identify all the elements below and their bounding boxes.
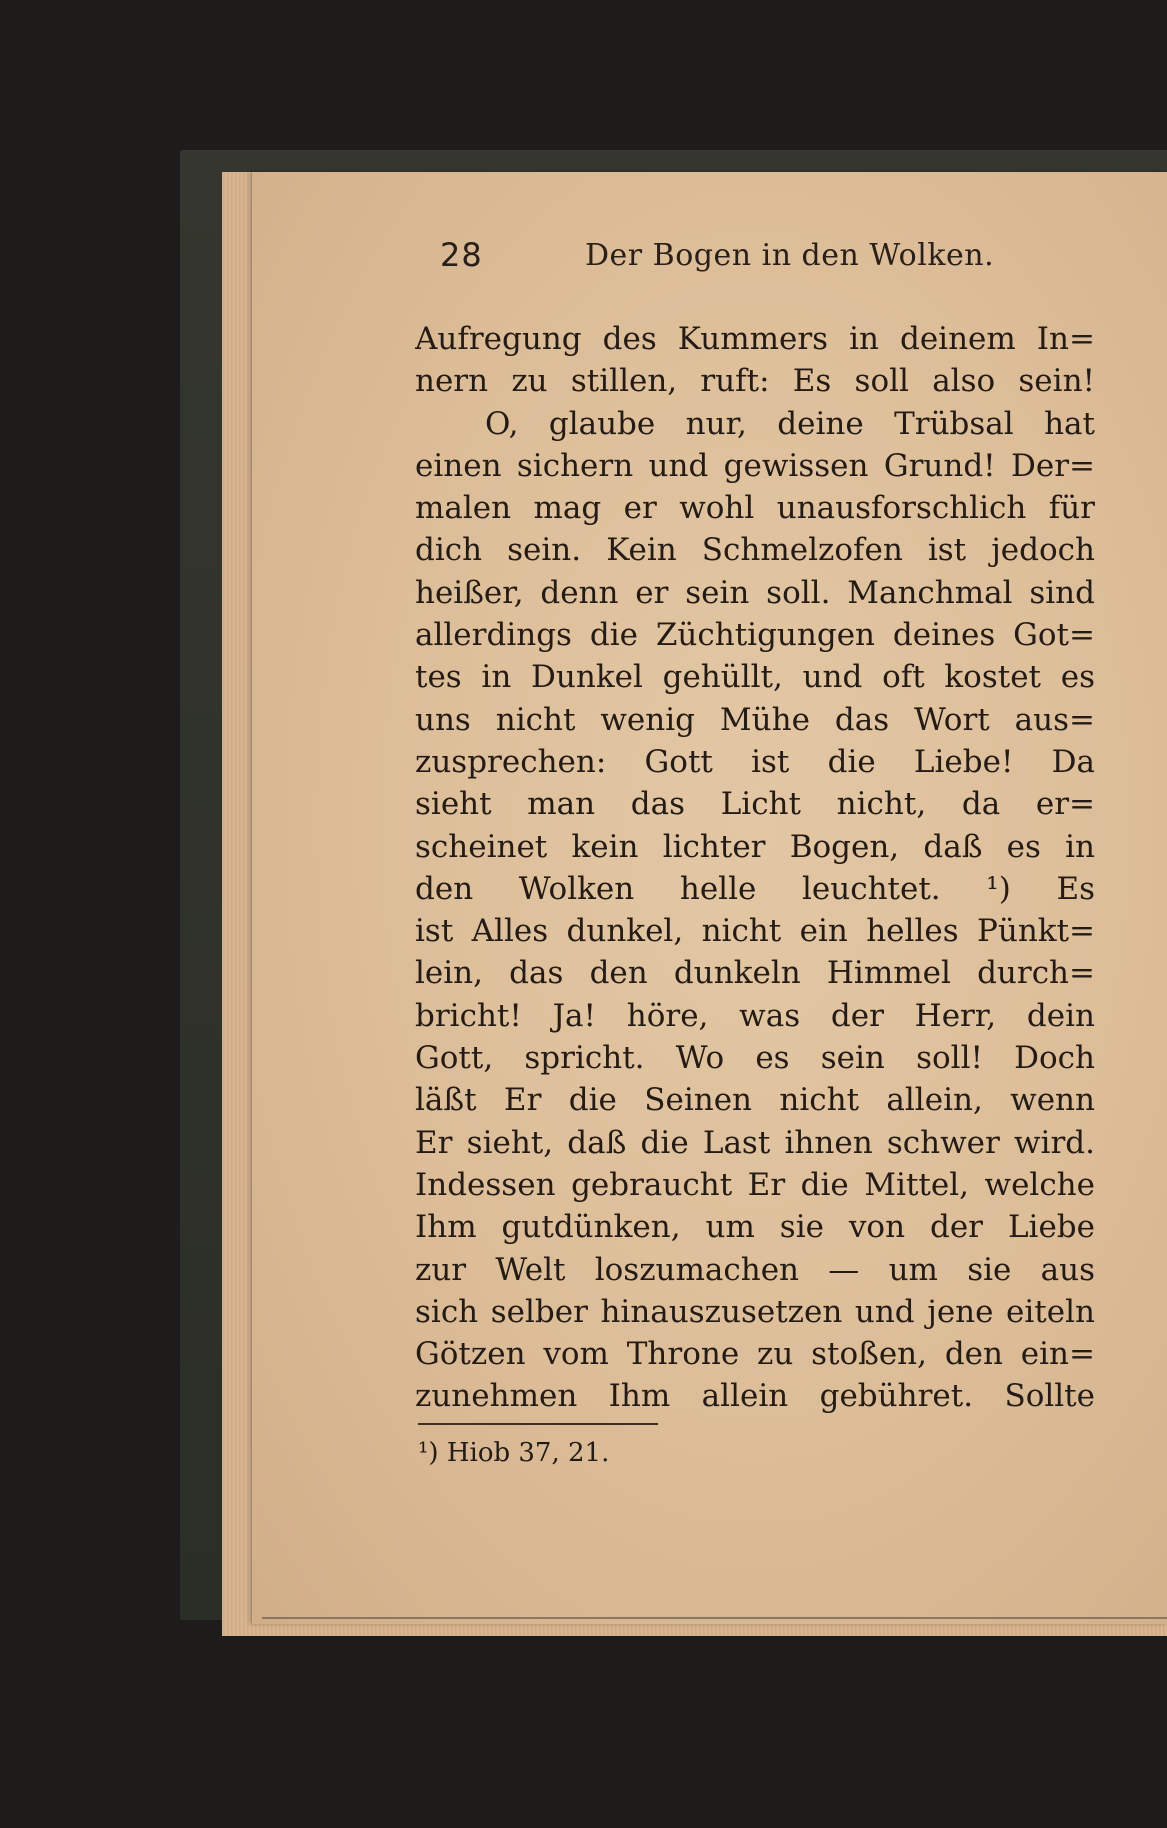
text-line: Ihm gutdünken, um sie von der Liebe <box>415 1209 1095 1246</box>
text-line: dich sein. Kein Schmelzofen ist jedoch <box>415 532 1095 569</box>
body-text <box>415 318 1095 1418</box>
text-line: zunehmen Ihm allein gebühret. Sollte <box>415 1378 1095 1415</box>
text-line: nern zu stillen, ruft: Es soll also sein! <box>415 363 1095 400</box>
text-line: Götzen vom Throne zu stoßen, den ein= <box>415 1336 1095 1373</box>
text-line: allerdings die Züchtigungen deines Got= <box>415 617 1095 654</box>
text-line: Aufregung des Kummers in deinem In= <box>415 321 1095 357</box>
text-line: läßt Er die Seinen nicht allein, wenn <box>415 1082 1095 1119</box>
text-line: tes in Dunkel gehüllt, und oft kostet es <box>415 659 1095 696</box>
text-line: O, glaube nur, deine Trübsal hat <box>485 405 1095 442</box>
page-header <box>440 236 1140 286</box>
text-line: sich selber hinauszusetzen und jene eiteln <box>415 1293 1095 1330</box>
page-bottom-edge <box>262 1617 1167 1619</box>
page-number: 28 <box>440 236 483 274</box>
text-line: heißer, denn er sein soll. Manchmal sind <box>415 574 1095 611</box>
text-line: ist Alles dunkel, nicht ein helles Pünkt= <box>415 913 1095 950</box>
text-line: einen sichern und gewissen Grund! Der= <box>415 447 1095 484</box>
text-line: Gott, spricht. Wo es sein soll! Doch <box>415 1040 1095 1077</box>
footnote: ¹) Hiob 37, 21. <box>418 1438 610 1468</box>
footnote-divider <box>418 1423 658 1425</box>
running-title: Der Bogen in den Wolken. <box>585 238 995 273</box>
text-line: zusprechen: Gott ist die Liebe! Da <box>415 743 1095 780</box>
text-line: scheinet kein lichter Bogen, daß es in <box>415 828 1095 865</box>
text-line: sieht man das Licht nicht, da er= <box>415 786 1095 823</box>
text-line: zur Welt loszumachen — um sie aus <box>415 1251 1095 1288</box>
text-line: malen mag er wohl unausforschlich für <box>415 490 1095 527</box>
text-line: den Wolken helle leuchtet. ¹) Es <box>415 870 1095 907</box>
text-line: Er sieht, daß die Last ihnen schwer wird. <box>415 1124 1095 1161</box>
text-line: lein, das den dunkeln Himmel durch= <box>415 955 1095 992</box>
text-line: bricht! Ja! höre, was der Herr, dein <box>415 997 1095 1034</box>
text-line: uns nicht wenig Mühe das Wort aus= <box>415 701 1095 738</box>
text-line: Indessen gebraucht Er die Mittel, welche <box>415 1166 1095 1203</box>
